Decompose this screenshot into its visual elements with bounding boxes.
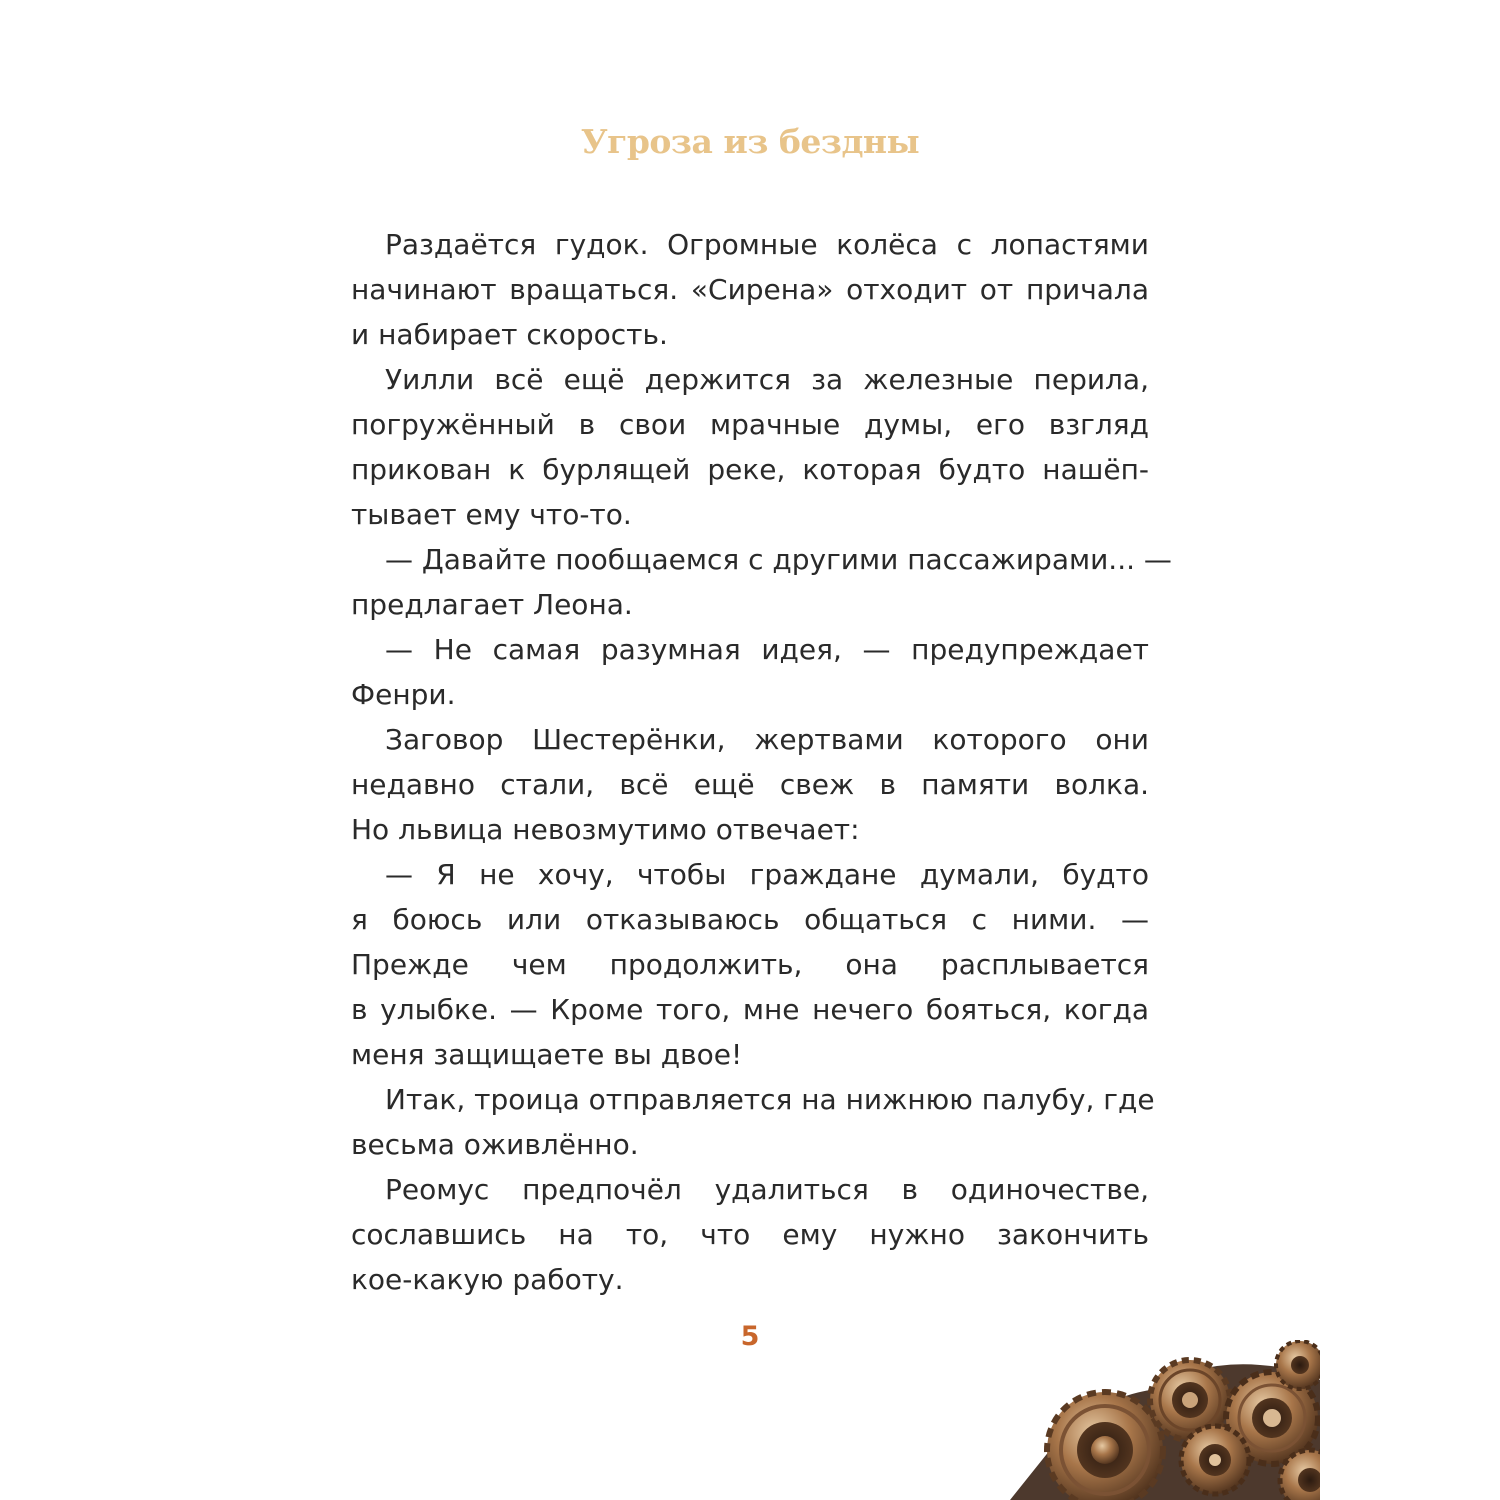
text-line: я боюсь или отказываюсь общаться с ними. — — [351, 903, 1149, 936]
text-line: кое-какую работу. — [351, 1263, 624, 1296]
text-line: недавно стали, всё ещё свеж в памяти волка. — [351, 768, 1149, 801]
text-line: погружённый в свои мрачные думы, его взгляд — [351, 408, 1149, 441]
paragraph — [351, 1077, 1155, 1167]
paragraph — [351, 1167, 1149, 1302]
text-line: Заговор Шестерёнки, жертвами которого они — [385, 723, 1149, 756]
text-line: меня защищаете вы двое! — [351, 1038, 743, 1071]
text-line: Но львица невозмутимо отвечает: — [351, 813, 860, 846]
text-line: тывает ему что-то. — [351, 498, 632, 531]
text-line: сославшись на то, что ему нужно закончить — [351, 1218, 1149, 1251]
chapter-title: Угроза из бездны — [580, 122, 920, 161]
paragraph — [351, 222, 1149, 357]
text-line: Фенри. — [351, 678, 456, 711]
paragraph — [351, 537, 1172, 627]
text-line: начинают вращаться. «Сирена» отходит от причала — [351, 273, 1149, 306]
paragraph — [351, 627, 1149, 717]
paragraph — [351, 717, 1149, 852]
gears-icon — [1010, 1340, 1320, 1500]
paragraph — [351, 357, 1149, 537]
text-line: Итак, троица отправляется на нижнюю палубу, где — [385, 1083, 1155, 1116]
text-line: предлагает Леона. — [351, 588, 633, 621]
text-line: весьма оживлённо. — [351, 1128, 639, 1161]
text-line: Раздаётся гудок. Огромные колёса с лопастями — [385, 228, 1149, 261]
text-line: Реомус предпочёл удалиться в одиночестве, — [385, 1173, 1149, 1206]
text-line: и набирает скорость. — [351, 318, 668, 351]
body-text — [351, 222, 1172, 1302]
text-line: — Давайте пообщаемся с другими пассажирами... — — [385, 543, 1172, 576]
page-number: 5 — [740, 1321, 760, 1352]
text-line: прикован к бурлящей реке, которая будто нашёп- — [351, 453, 1149, 486]
text-line: в улыбке. — Кроме того, мне нечего бояться, когда — [351, 993, 1149, 1026]
paragraph — [351, 852, 1149, 1077]
text-line: — Я не хочу, чтобы граждане думали, будто — [385, 858, 1149, 891]
text-line: Прежде чем продолжить, она расплывается — [351, 948, 1149, 981]
text-line: — Не самая разумная идея, — предупреждает — [385, 633, 1149, 666]
text-line: Уилли всё ещё держится за железные перила, — [385, 363, 1149, 396]
